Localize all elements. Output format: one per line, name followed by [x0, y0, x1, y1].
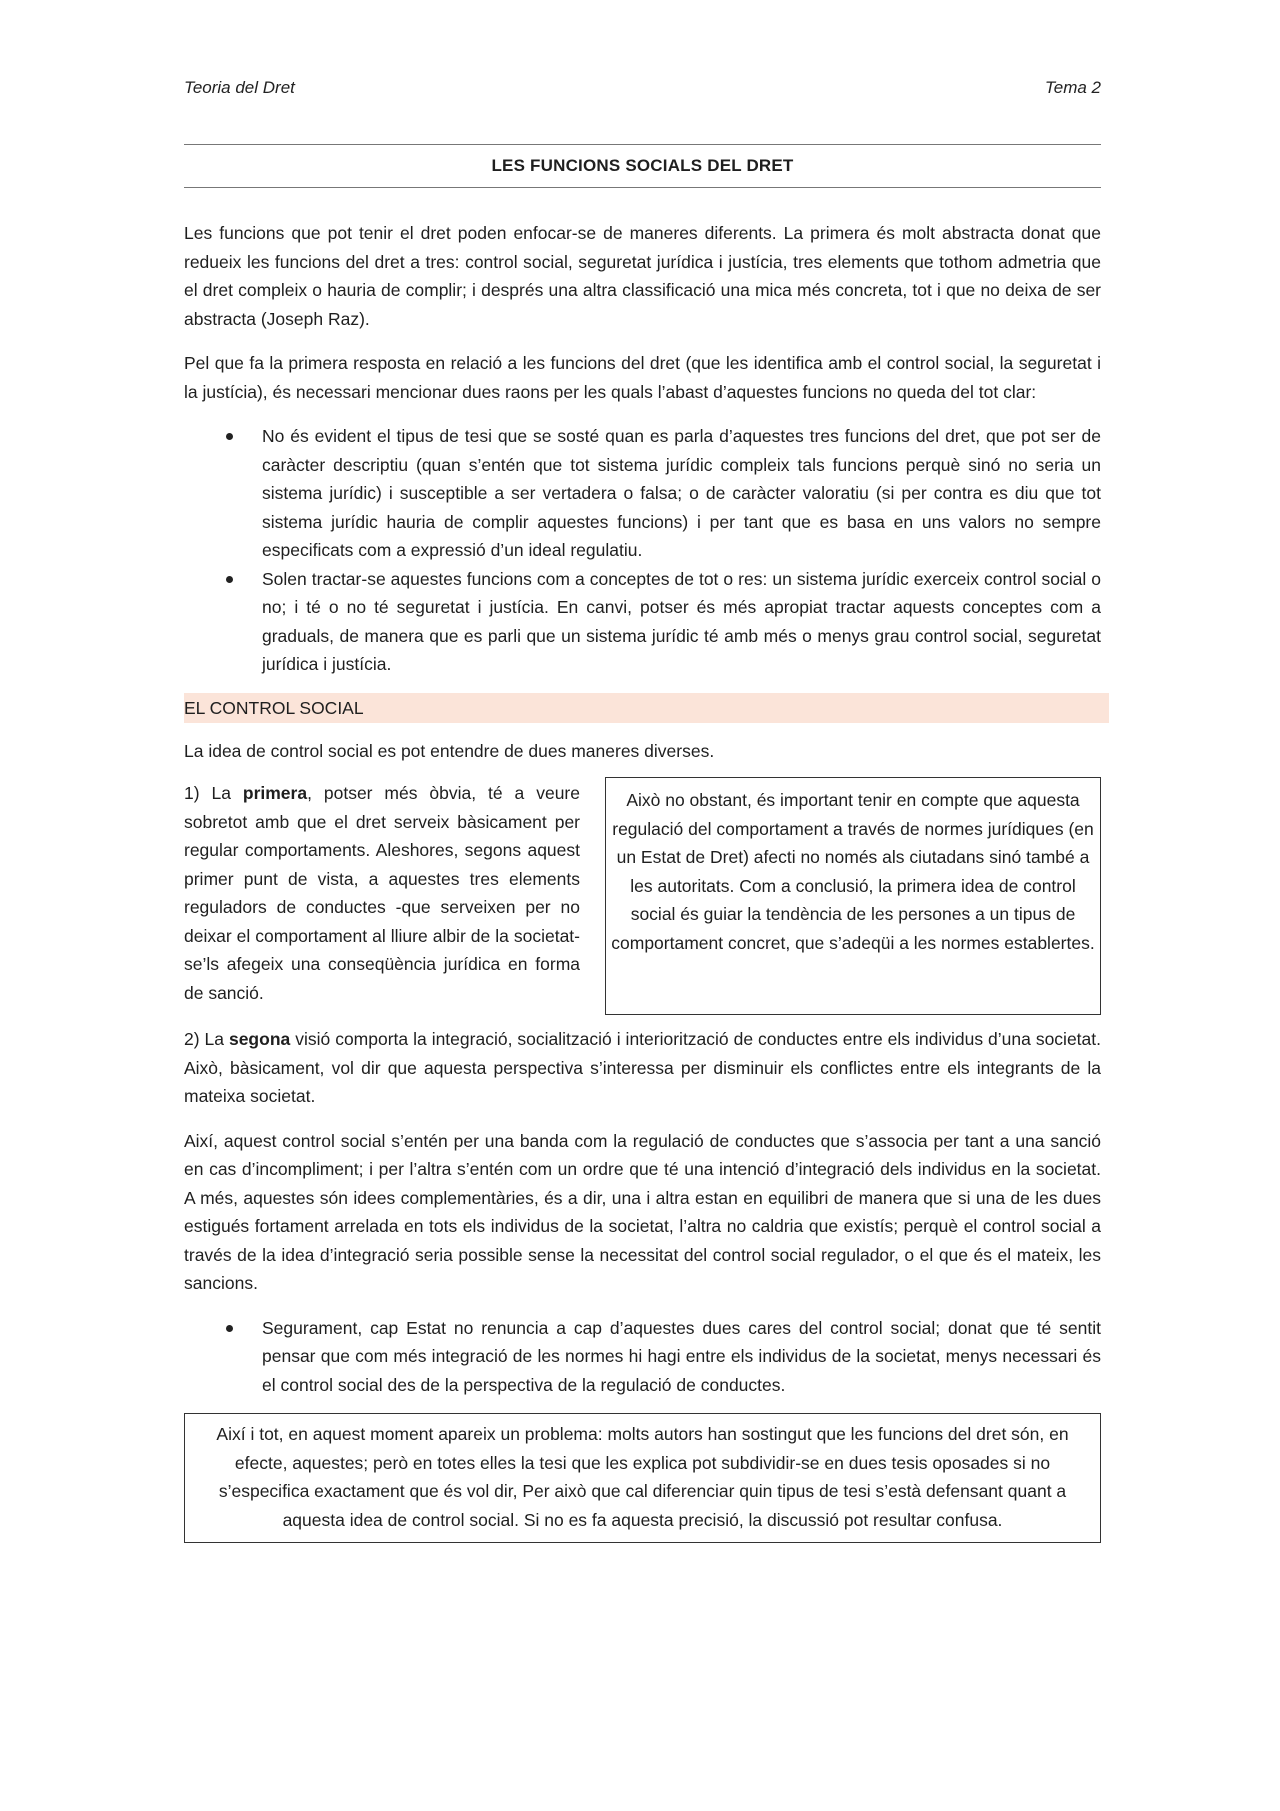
intro-section: [184, 219, 1101, 406]
intro-paragraph-1: Les funcions que pot tenir el dret poden enfocar-se de maneres diferents. La primera és molt abstracta donat que redueix les funcions del dret a tres: control social, seguretat jurídica i justícia, tres elements que tothom admetria que el dret compleix o hauria de complir; i després una altra classificació una mica més concreta, tot i que no deixa de ser abstracta (Joseph Raz).: [184, 223, 1101, 329]
running-header: [184, 78, 1101, 98]
summary-paragraph: Així, aquest control social s’entén per una banda com la regulació de conductes que s’associa per tant a una sanció en cas d’incompliment; i per l’altra s’entén com un ordre que té una intenció d’integració dels individus en la societat. A més, aquestes són idees complementàries, és a dir, una i altra estan en equilibri de manera que si una de les dues estigués fortament arrelada en tots els individus de la societat, l’altra no caldria que existís; perquè el control social a través de la idea d’integració seria possible sense la necessitat del control social regulador, o el que és el mateix, les sancions.: [184, 1130, 1101, 1293]
first-view-block: [184, 779, 1101, 1015]
list-item: [184, 565, 1101, 679]
second-view-keyword: segona: [228, 1029, 291, 1049]
problem-note-box: Així i tot, en aquest moment apareix un problema: molts autors han sostingut que les funcions del dret són, en efecte, aquestes; però en totes elles la tesi que les explica pot subdividir-se en dues tesis oposades si no s’especifica exactament que és vol dir, Per això que cal diferenciar quin tipus de tesi s’està defensant quant a aquesta idea de control social. Si no es fa aquesta precisió, la discussió pot resultar confusa.: [184, 1413, 1101, 1543]
list-item: [184, 422, 1101, 565]
list-item-text: Solen tractar-se aquestes funcions com a conceptes de tot o res: un sistema jurídic exerceix control social o no; i té o no té seguretat i justícia. En canvi, potser és més apropiat tractar aquests conceptes com a graduals, de manera que es parli que un sistema jurídic té amb més o menys grau control social, seguretat jurídica i justícia.: [262, 568, 1101, 674]
state-list: [184, 1314, 1101, 1400]
page-title: LES FUNCIONS SOCIALS DEL DRET: [184, 144, 1101, 188]
second-view-prefix: 2) La: [184, 1029, 229, 1049]
first-view-text: [184, 779, 580, 1015]
second-view-rest: visió comporta la integració, socialització i interiorització de conductes entre els individus d’una societat. Això, bàsicament, vol dir que aquesta perspectiva s’interessa per disminuir els conflictes entre els integrants de la mateixa societat.: [184, 1029, 1101, 1106]
header-course: Teoria del Dret: [184, 78, 295, 97]
first-view-prefix: 1) La: [184, 783, 243, 803]
first-view-note-box: Això no obstant, és important tenir en compte que aquesta regulació del comportament a través de normes jurídiques (en un Estat de Dret) afecti no només als ciutadans sinó també a les autoritats. Com a conclusió, la primera idea de control social és guiar la tendència de les persones a un tipus de comportament concret, que s’adeqüi a les normes establertes.: [605, 777, 1101, 1015]
section-heading: EL CONTROL SOCIAL: [184, 693, 1109, 723]
second-view-paragraph: [184, 1025, 1101, 1111]
first-view-paragraph: [184, 779, 580, 1007]
list-item-text: No és evident el tipus de tesi que se sosté quan es parla d’aquestes tres funcions del dret, que pot ser de caràcter descriptiu (quan s’entén que tot sistema jurídic compleix tals funcions perquè sinó no seria un sistema jurídic) i susceptible a ser vertadera o falsa; o de caràcter valoratiu (si per contra es diu que tot sistema jurídic hauria de complir aquestes funcions) i per tant que es basa en uns valors no sempre especificats com a expressió d’un ideal regulatiu.: [262, 426, 1101, 560]
reasons-list: [184, 422, 1101, 679]
list-item-text: Segurament, cap Estat no renuncia a cap d’aquestes dues cares del control social; donat que té sentit pensar que com més integració de les normes hi hagi entre els individus de la societat, menys necessari és el control social des de la perspectiva de la regulació de conductes.: [262, 1317, 1101, 1395]
bullet-icon: [226, 1325, 233, 1332]
document-body: [184, 219, 1101, 1543]
first-view-rest: , potser més òbvia, té a veure sobretot amb que el dret serveix bàsicament per regular comportaments. Aleshores, segons aquest primer punt de vista, a aquestes tres elements reguladors de conductes -que serveixen per no deixar el comportament al lliure albir de la societat- se’ls afegeix una conseqüència jurídica en forma de sanció.: [184, 783, 580, 1003]
bullet-icon: [226, 576, 233, 583]
list-item: [184, 1314, 1101, 1400]
section-lead: La idea de control social es pot entendre de dues maneres diverses.: [184, 740, 715, 761]
first-view-keyword: primera: [242, 783, 308, 803]
header-topic: Tema 2: [1044, 78, 1101, 97]
intro-paragraph-2: Pel que fa la primera resposta en relació a les funcions del dret (que les identifica amb el control social, la seguretat i la justícia), és necessari mencionar dues raons per les quals l’abast d’aquestes funcions no queda del tot clar:: [184, 353, 1101, 402]
bullet-icon: [226, 433, 233, 440]
